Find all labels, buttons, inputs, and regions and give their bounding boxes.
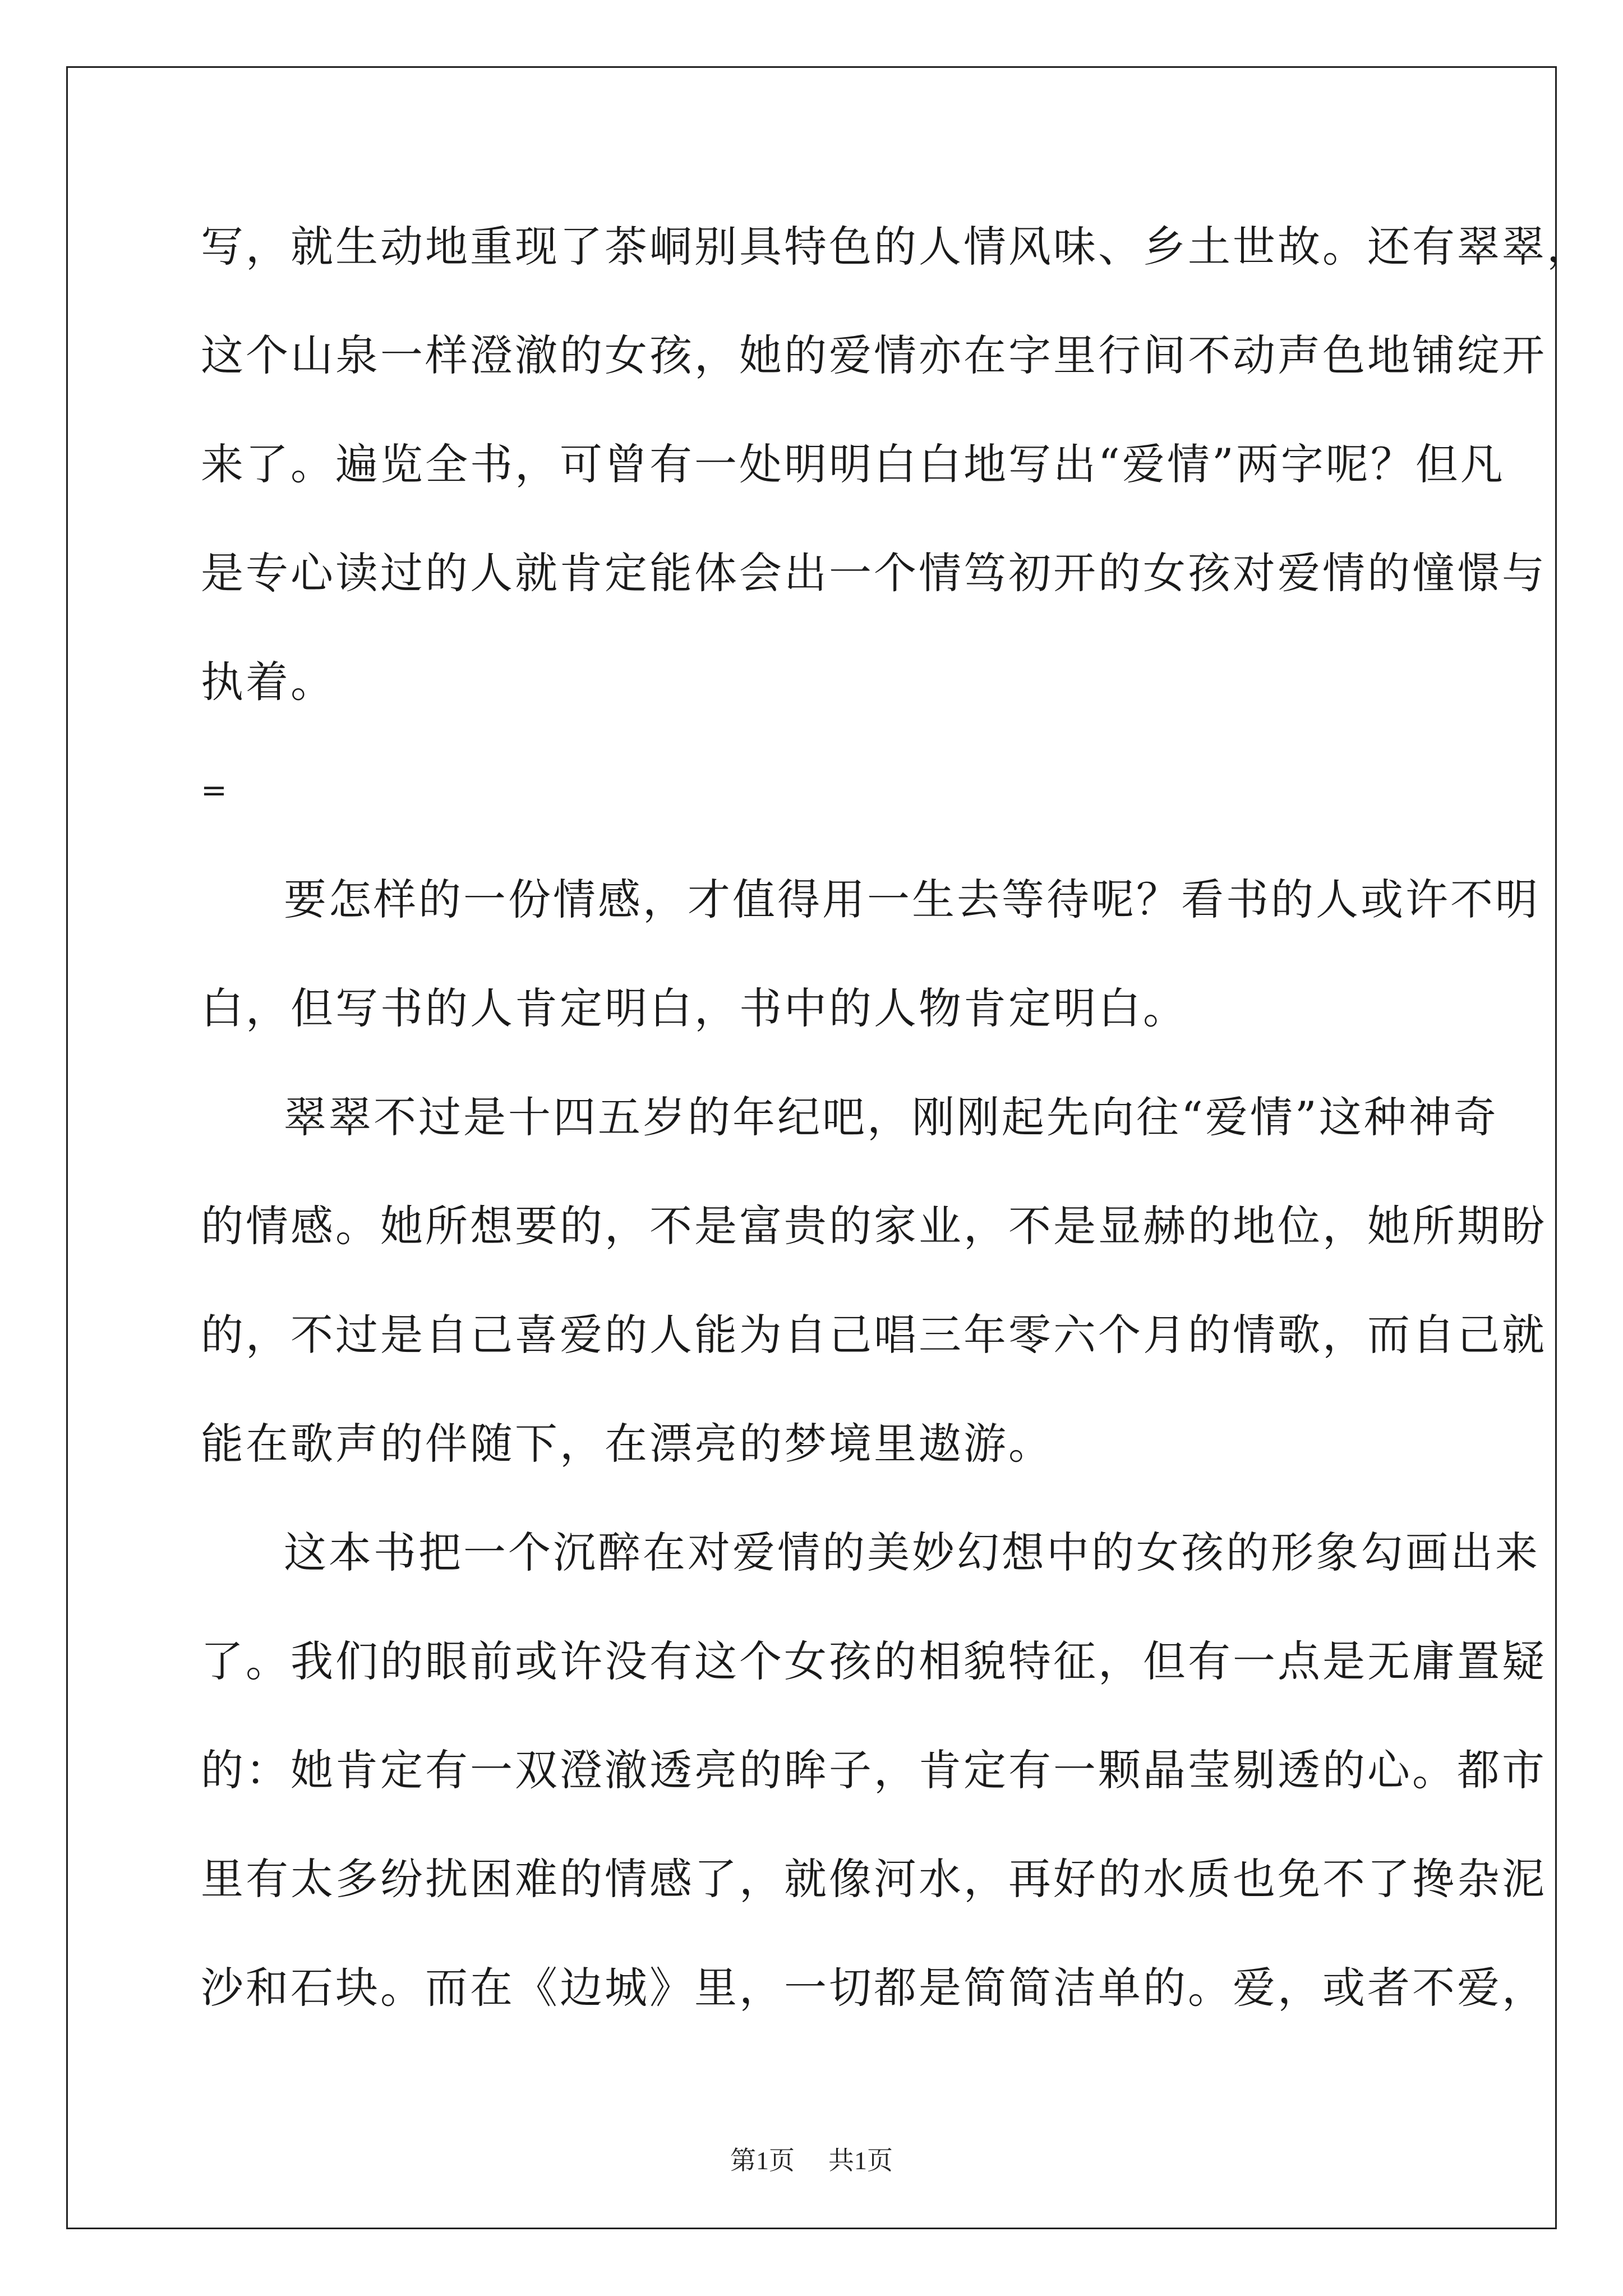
- section-separator: =: [201, 772, 227, 809]
- text-line: 来了。遍览全书，可曾有一处明明白白地写出“爱情”两字呢？但凡: [201, 439, 1505, 489]
- paragraph-3: [201, 1084, 1547, 1519]
- text-line: 是专心读过的人就肯定能体会出一个情笃初开的女孩对爱情的憧憬与: [201, 548, 1547, 598]
- text-line: 的，不过是自己喜爱的人能为自己唱三年零六个月的情歌，而自己就: [201, 1310, 1547, 1360]
- text-line: 翠翠不过是十四五岁的年纪吧，刚刚起先向往“爱情”这种神奇: [284, 1092, 1498, 1142]
- paragraph-4: [201, 1519, 1547, 2063]
- text-line: 里有太多纷扰困难的情感了，就像河水，再好的水质也免不了搀杂泥: [201, 1854, 1547, 1904]
- document-body: [201, 213, 1592, 2063]
- page-footer: [0, 2144, 1623, 2178]
- paragraph-2: [201, 866, 1540, 1084]
- text-line: 能在歌声的伴随下，在漂亮的梦境里遨游。: [201, 1419, 1053, 1469]
- text-line: 的情感。她所想要的，不是富贵的家业，不是显赫的地位，她所期盼: [201, 1201, 1547, 1251]
- text-line: 要怎样的一份情感，才值得用一生去等待呢？看书的人或许不明: [284, 875, 1540, 924]
- text-line: 这个山泉一样澄澈的女孩，她的爱情亦在字里行间不动声色地铺绽开: [201, 330, 1547, 380]
- page-number: 第1页: [730, 2146, 795, 2175]
- paragraph-1: [201, 213, 1592, 757]
- text-line: 了。我们的眼前或许没有这个女孩的相貌特征，但有一点是无庸置疑: [201, 1636, 1547, 1686]
- page-total: 共1页: [828, 2146, 893, 2175]
- text-line: 这本书把一个沉醉在对爱情的美妙幻想中的女孩的形象勾画出来: [284, 1527, 1540, 1577]
- text-line: 写，就生动地重现了茶峒别具特色的人情风味、乡土世故。还有翠翠，: [201, 222, 1592, 272]
- text-line: 沙和石块。而在《边城》里，一切都是简简洁单的。爱，或者不爱，: [201, 1963, 1547, 2013]
- text-line: 的：她肯定有一双澄澈透亮的眸子，肯定有一颗晶莹剔透的心。都市: [201, 1745, 1547, 1795]
- text-line: 白，但写书的人肯定明白，书中的人物肯定明白。: [201, 983, 1188, 1033]
- text-line: 执着。: [201, 657, 335, 707]
